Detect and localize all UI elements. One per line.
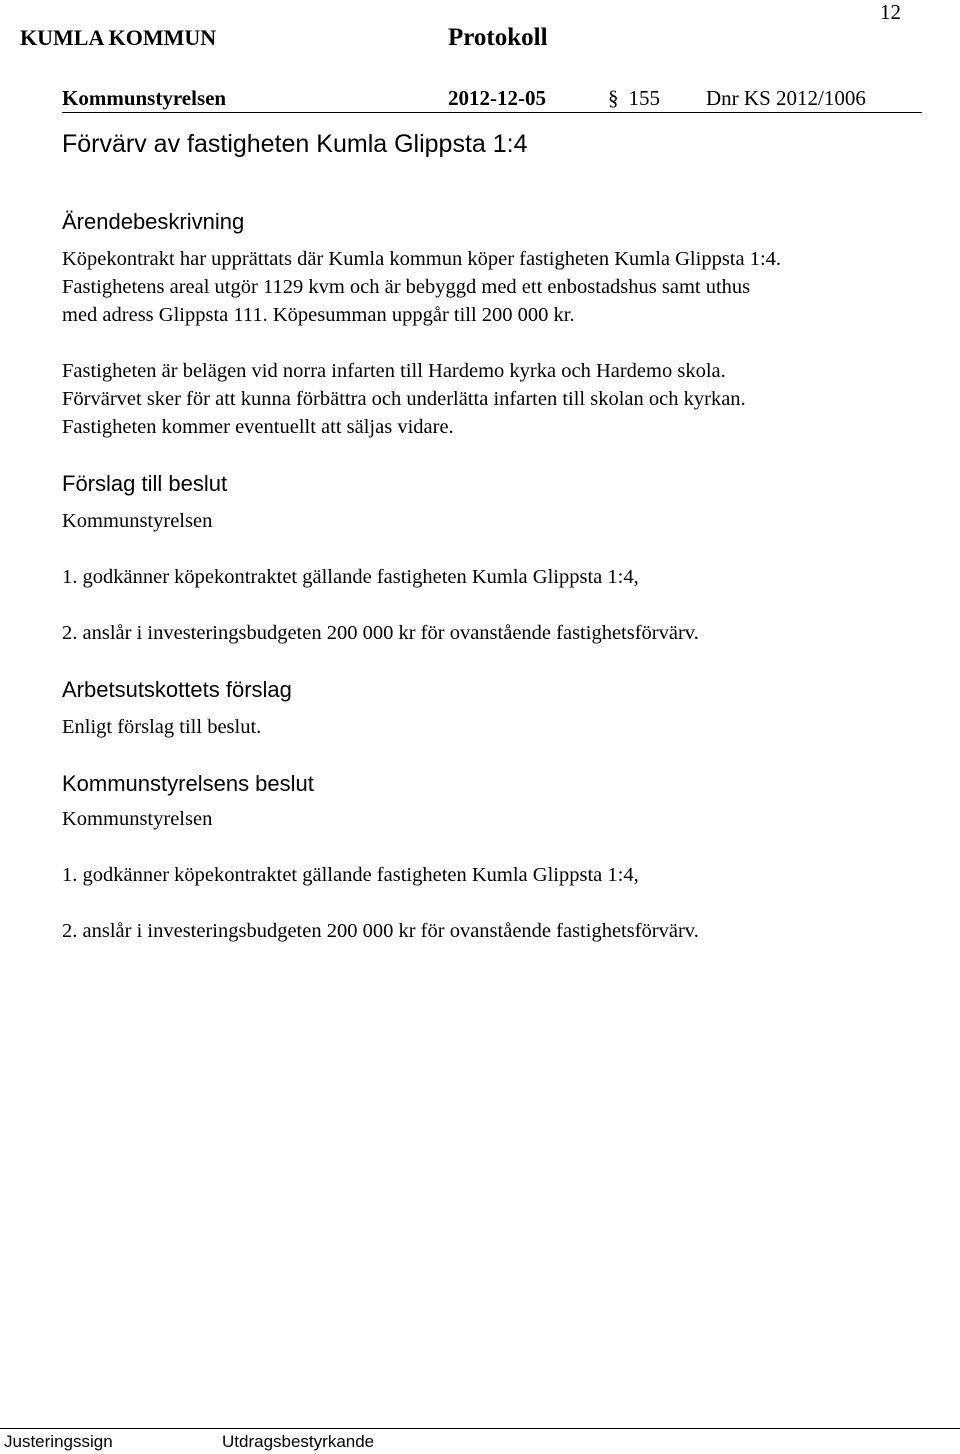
decision-subject: Kommunstyrelsen — [62, 808, 213, 830]
header-divider — [62, 112, 922, 113]
case-description-line: Fastigheten är belägen vid norra infarten till Hardemo kyrka och Hardemo skola. — [62, 360, 726, 382]
page-title: Förvärv av fastigheten Kumla Glippsta 1:4 — [62, 130, 528, 158]
extract-certifier-label: Utdragsbestyrkande — [222, 1432, 375, 1451]
decision-item: 2. anslår i investeringsbudgeten 200 000 kr för ovanstående fastighetsförvärv. — [62, 920, 699, 942]
paragraph-number: 155 — [628, 86, 660, 110]
adjuster-sign-label: Justeringssign — [4, 1432, 113, 1451]
proposal-subject: Kommunstyrelsen — [62, 510, 213, 532]
case-description-line: Köpekontrakt har upprättats där Kumla kommun köper fastigheten Kumla Glippsta 1:4. — [62, 248, 782, 270]
decision-heading: Kommunstyrelsens beslut — [62, 771, 314, 796]
proposal-heading: Förslag till beslut — [62, 471, 228, 496]
diary-number: Dnr KS 2012/1006 — [706, 86, 866, 110]
paragraph-sign: § — [608, 86, 619, 110]
meeting-date: 2012-12-05 — [448, 86, 546, 110]
page-number: 12 — [880, 0, 901, 24]
paragraph-reference — [608, 86, 660, 111]
case-description-line: Fastighetens areal utgör 1129 kvm och är bebyggd med ett enbostadshus samt uthus — [62, 276, 751, 298]
meeting-body: Kommunstyrelsen — [62, 86, 227, 110]
case-description-heading: Ärendebeskrivning — [62, 209, 245, 234]
proposal-item: 2. anslår i investeringsbudgeten 200 000 kr för ovanstående fastighetsförvärv. — [62, 622, 699, 644]
case-description-line: Fastigheten kommer eventuellt att säljas vidare. — [62, 416, 454, 438]
working-committee-text: Enligt förslag till beslut. — [62, 716, 262, 738]
organization-name: KUMLA KOMMUN — [20, 25, 217, 50]
case-description-line: Förvärvet sker för att kunna förbättra och underlätta infarten till skolan och kyrkan. — [62, 388, 746, 410]
decision-item: 1. godkänner köpekontraktet gällande fastigheten Kumla Glippsta 1:4, — [62, 864, 639, 886]
footer-divider — [0, 1428, 960, 1429]
document-type: Protokoll — [448, 24, 548, 51]
working-committee-heading: Arbetsutskottets förslag — [62, 677, 292, 702]
case-description-line: med adress Glippsta 111. Köpesumman uppgår till 200 000 kr. — [62, 304, 575, 326]
proposal-item: 1. godkänner köpekontraktet gällande fastigheten Kumla Glippsta 1:4, — [62, 566, 639, 588]
